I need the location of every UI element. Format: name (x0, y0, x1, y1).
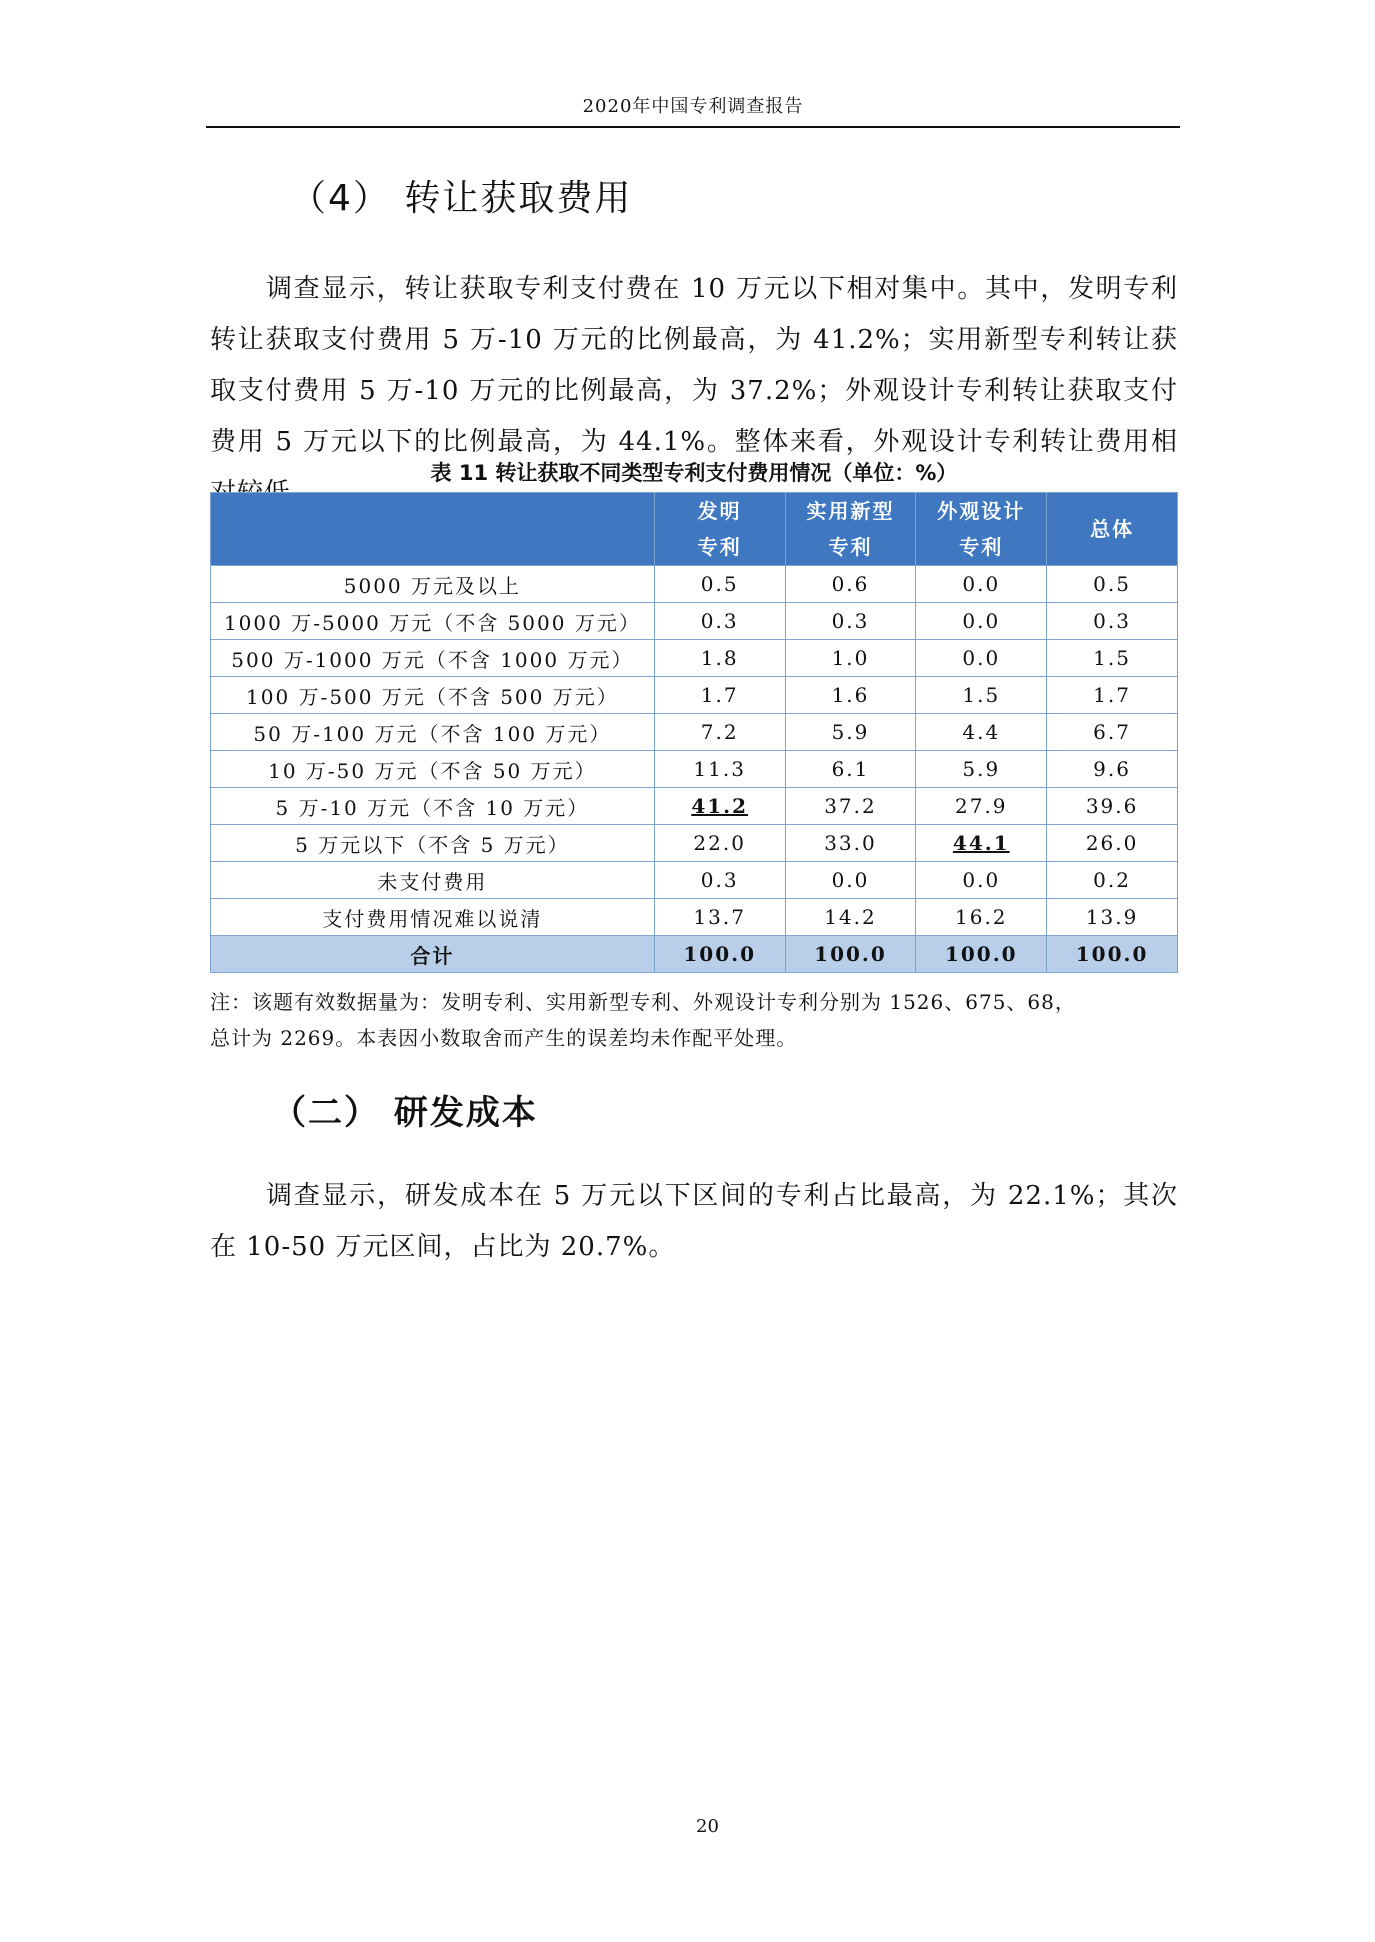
cell-overall: 1.5 (1047, 640, 1178, 677)
row-label: 10 万-50 万元（不含 50 万元） (211, 751, 655, 788)
table-row (211, 714, 1178, 751)
highlight-value: 44.1 (952, 831, 1010, 855)
cell-design: 27.9 (916, 788, 1047, 825)
table-row (211, 862, 1178, 899)
header-design: 外观设计 专利 (916, 493, 1047, 566)
cell-design: 0.0 (916, 603, 1047, 640)
cell-utility-model: 37.2 (785, 788, 916, 825)
cell-invention: 13.7 (654, 899, 785, 936)
cell-design: 1.5 (916, 677, 1047, 714)
cell-utility-model: 5.9 (785, 714, 916, 751)
page-number: 20 (696, 1816, 719, 1837)
table-row (211, 566, 1178, 603)
cell-invention: 1.7 (654, 677, 785, 714)
cell-invention-highlight (654, 788, 785, 825)
cell-design: 0.0 (916, 862, 1047, 899)
table-row (211, 640, 1178, 677)
cell-design: 4.4 (916, 714, 1047, 751)
cell-invention: 0.3 (654, 862, 785, 899)
total-overall: 100.0 (1047, 936, 1178, 973)
cell-overall: 0.2 (1047, 862, 1178, 899)
header-invention: 发明 专利 (654, 493, 785, 566)
cell-utility-model: 6.1 (785, 751, 916, 788)
cell-overall: 0.5 (1047, 566, 1178, 603)
row-label: 50 万-100 万元（不含 100 万元） (211, 714, 655, 751)
header-blank-cell (211, 493, 655, 566)
cell-design: 16.2 (916, 899, 1047, 936)
page-header: 2020年中国专利调查报告 (582, 96, 804, 117)
paragraph-rd-cost: 调查显示，研发成本在 5 万元以下区间的专利占比最高，为 22.1%；其次在 10-50 万元区间，占比为 20.7%。 (210, 1181, 1178, 1262)
cell-design: 5.9 (916, 751, 1047, 788)
cell-utility-model: 0.0 (785, 862, 916, 899)
paragraph-transfer-fee: 调查显示，转让获取专利支付费在 10 万元以下相对集中。其中，发明专利转让获取支付费用 5 万-10 万元的比例最高，为 41.2%；实用新型专利转让获取支付费用 5 万-10 万元的比例最高，为 37.2%；外观设计专利转让获取支付费用 5 万元以下的比例最高，为 44.1%。整体来看，外观设计专利转让费用相 (210, 274, 1178, 457)
cell-invention: 1.8 (654, 640, 785, 677)
cell-invention: 0.3 (654, 603, 785, 640)
cell-utility-model: 0.6 (785, 566, 916, 603)
table-header-row (211, 493, 1178, 566)
row-label: 100 万-500 万元（不含 500 万元） (211, 677, 655, 714)
table-total-row (211, 936, 1178, 973)
cell-design: 0.0 (916, 566, 1047, 603)
cell-overall: 39.6 (1047, 788, 1178, 825)
table-row (211, 677, 1178, 714)
cell-overall: 1.7 (1047, 677, 1178, 714)
cell-overall: 6.7 (1047, 714, 1178, 751)
highlight-value: 41.2 (691, 794, 749, 818)
header-overall: 总体 (1047, 493, 1178, 566)
cell-design: 0.0 (916, 640, 1047, 677)
header-utility-model: 实用新型 专利 (785, 493, 916, 566)
table-row (211, 825, 1178, 862)
header-divider (206, 126, 1180, 128)
table-row (211, 788, 1178, 825)
row-label: 5 万元以下（不含 5 万元） (211, 825, 655, 862)
cell-utility-model: 33.0 (785, 825, 916, 862)
cell-invention: 0.5 (654, 566, 785, 603)
table-row (211, 603, 1178, 640)
total-utility-model: 100.0 (785, 936, 916, 973)
total-invention: 100.0 (654, 936, 785, 973)
cell-utility-model: 14.2 (785, 899, 916, 936)
row-label: 5 万-10 万元（不含 10 万元） (211, 788, 655, 825)
cell-design-highlight (916, 825, 1047, 862)
row-label: 1000 万-5000 万元（不含 5000 万元） (211, 603, 655, 640)
cell-overall: 0.3 (1047, 603, 1178, 640)
row-label: 5000 万元及以上 (211, 566, 655, 603)
cell-utility-model: 0.3 (785, 603, 916, 640)
table-row (211, 751, 1178, 788)
cell-invention: 7.2 (654, 714, 785, 751)
total-design: 100.0 (916, 936, 1047, 973)
table-row (211, 899, 1178, 936)
section-heading-rd-cost: （二） 研发成本 (272, 1093, 538, 1133)
cell-utility-model: 1.0 (785, 640, 916, 677)
cell-utility-model: 1.6 (785, 677, 916, 714)
cell-invention: 11.3 (654, 751, 785, 788)
cell-overall: 26.0 (1047, 825, 1178, 862)
fee-table (210, 492, 1178, 973)
row-label: 支付费用情况难以说清 (211, 899, 655, 936)
row-label: 500 万-1000 万元（不含 1000 万元） (211, 640, 655, 677)
table-title: 表 11 转让获取不同类型专利支付费用情况（单位：%） (430, 461, 958, 485)
table-note: 注：该题有效数据量为：发明专利、实用新型专利、外观设计专利分别为 1526、675、68， 总计为 2269。本表因小数取舍而产生的误差均未作配平处理。 (210, 990, 1076, 1050)
cell-overall: 13.9 (1047, 899, 1178, 936)
section-heading-transfer-fee: （4） 转让获取费用 (290, 178, 633, 219)
total-label: 合计 (211, 936, 655, 973)
cell-overall: 9.6 (1047, 751, 1178, 788)
row-label: 未支付费用 (211, 862, 655, 899)
cell-invention: 22.0 (654, 825, 785, 862)
